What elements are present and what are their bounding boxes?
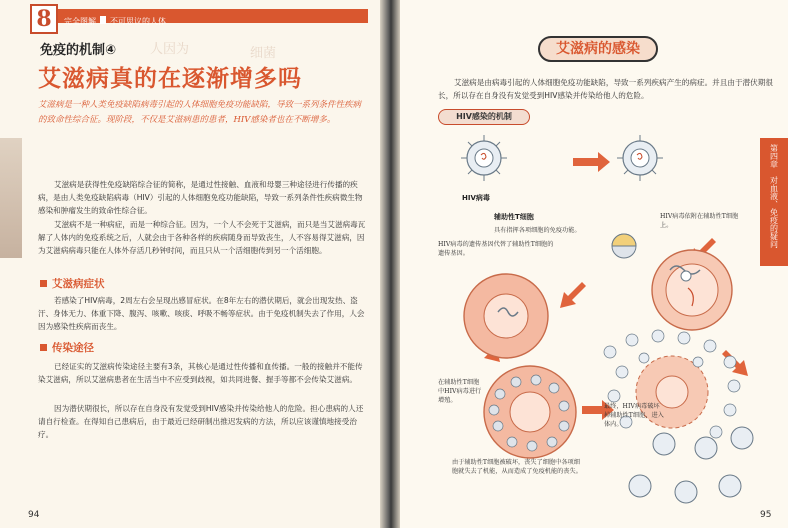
ghost-text-1: 人因为 (150, 42, 190, 57)
page-number-left: 94 (28, 510, 40, 520)
label-attach: HIV病毒依附在辅助性T细胞上。 (660, 213, 739, 229)
hiv-mechanism-header: HIV感染的机制 (438, 109, 530, 125)
section-transmission-text-2: 因为潜伏期很长，所以存在自身没有发觉受到HIV感染并传染给他人的危险。担心患病的人还请自行检查。在得知自己患病后，由于最近已经研制出推迟发病的方法，所以应该谨慎地接受治疗。 (38, 404, 364, 439)
side-tab-chapter: 第四章 (769, 144, 779, 168)
chapter-side-tab (760, 138, 788, 266)
page-title: 艾滋病真的在逐渐增多吗 (38, 66, 302, 92)
intro-text: 艾滋病是一种人类免疫缺陷病毒引起的人体细胞免疫功能缺陷，导致一系列条件性疾病的致命性综合征。现阶段，不仅是艾滋病患的患者，HIV感染者也在不断增多。 (38, 100, 362, 125)
label-inject: HIV病毒的遗传基因代替了辅助性T细胞的遗传基因。 (438, 241, 554, 257)
side-tab-topic: 对血液、免疫的疑问 (769, 176, 779, 248)
header-band-part2: 不可思议的人体 (110, 17, 166, 26)
section-symptoms-text: 若感染了HIV病毒，2周左右会呈现出感冒症状。在8年左右的潜伏期后，就会出现发热、盗汗、身体无力、体重下降、腹泻、咳嗽、咳痰、呼吸不畅等症状。由于免疫机制失去了作用，人会因为感染性疾病而丧生。 (38, 296, 365, 331)
arrow-icon (573, 152, 610, 172)
infected-cell-icon (464, 274, 548, 358)
label-helper-t: 辅助性T细胞 (494, 213, 534, 221)
ghost-text-2: 细菌 (250, 46, 277, 61)
label-hiv-virus: HIV病毒 (462, 194, 490, 202)
right-intro-text: 艾滋病是由病毒引起的人体细胞免疫功能缺陷，导致一系列疾病产生的病症。并且由于潜伏期很长，所以存在自身没有发觉受到HIV感染并传染给他人的危险。 (438, 78, 773, 100)
label-destroy: 由于辅助性T细胞被破坏，丧失了细胞中各项细胞就失去了机能，从而造成了免疫机能的丧失。 (452, 459, 582, 475)
paragraph-1: 艾滋病是获得性免疫缺陷综合征的简称，是通过性接触、血液和母婴三种途径进行传播的疾病，是由人类免疫缺陷病毒（HIV）引起的人体细胞免疫功能缺陷，导致一系列条件性疾病微生物感染和肿瘤发生的致命性综合征。 (38, 180, 363, 215)
subtitle: 免疫的机制④ (40, 43, 117, 58)
section-transmission-title: 传染途径 (52, 342, 94, 354)
header-band-part1: 完全图解 (64, 17, 96, 26)
right-page-title: 艾滋病的感染 (538, 36, 658, 62)
page-number-right: 95 (760, 510, 772, 520)
hiv-virus-icon (461, 135, 507, 181)
multiplying-cell-icon (484, 366, 576, 458)
released-virus-icons (629, 427, 753, 503)
hiv-virus-icon (617, 135, 663, 181)
label-helper-t-desc: 具有指挥各项细胞的免疫功能。 (494, 227, 581, 234)
helper-t-cell-icon (652, 250, 732, 330)
paragraph-2: 艾滋病不是一种病症，而是一种综合征。因为，一个人不会死于艾滋病，而只是当艾滋病毒瓦解了人体内的免疫系统之后，人就会由于各种各样的疾病随身而导致丧生，人不容易得艾滋病，因为艾滋病病毒只能在人体外存活几秒钟时间，而且只从一个活细胞传到另一个活细胞。 (38, 220, 366, 255)
section-transmission-text-1: 已经证实的艾滋病传染途径主要有3条，其核心是通过性传播和血传播。一般的接触并不能传染艾滋病，所以艾滋病患者在生活当中不应受到歧视，如共同进餐、握手等都不会传染艾滋病。 (38, 362, 363, 384)
attached-virus-icon (612, 234, 636, 258)
label-burst: 最终，HIV病毒破坏掉辅助性T细胞，进入体内。 (604, 403, 664, 428)
label-multiply: 在辅助性T细胞中HIV病毒进行增殖。 (438, 379, 482, 404)
arrow-icon (560, 282, 586, 308)
section-symptoms-title: 艾滋病症状 (52, 278, 105, 290)
chapter-number: 8 (30, 4, 58, 34)
